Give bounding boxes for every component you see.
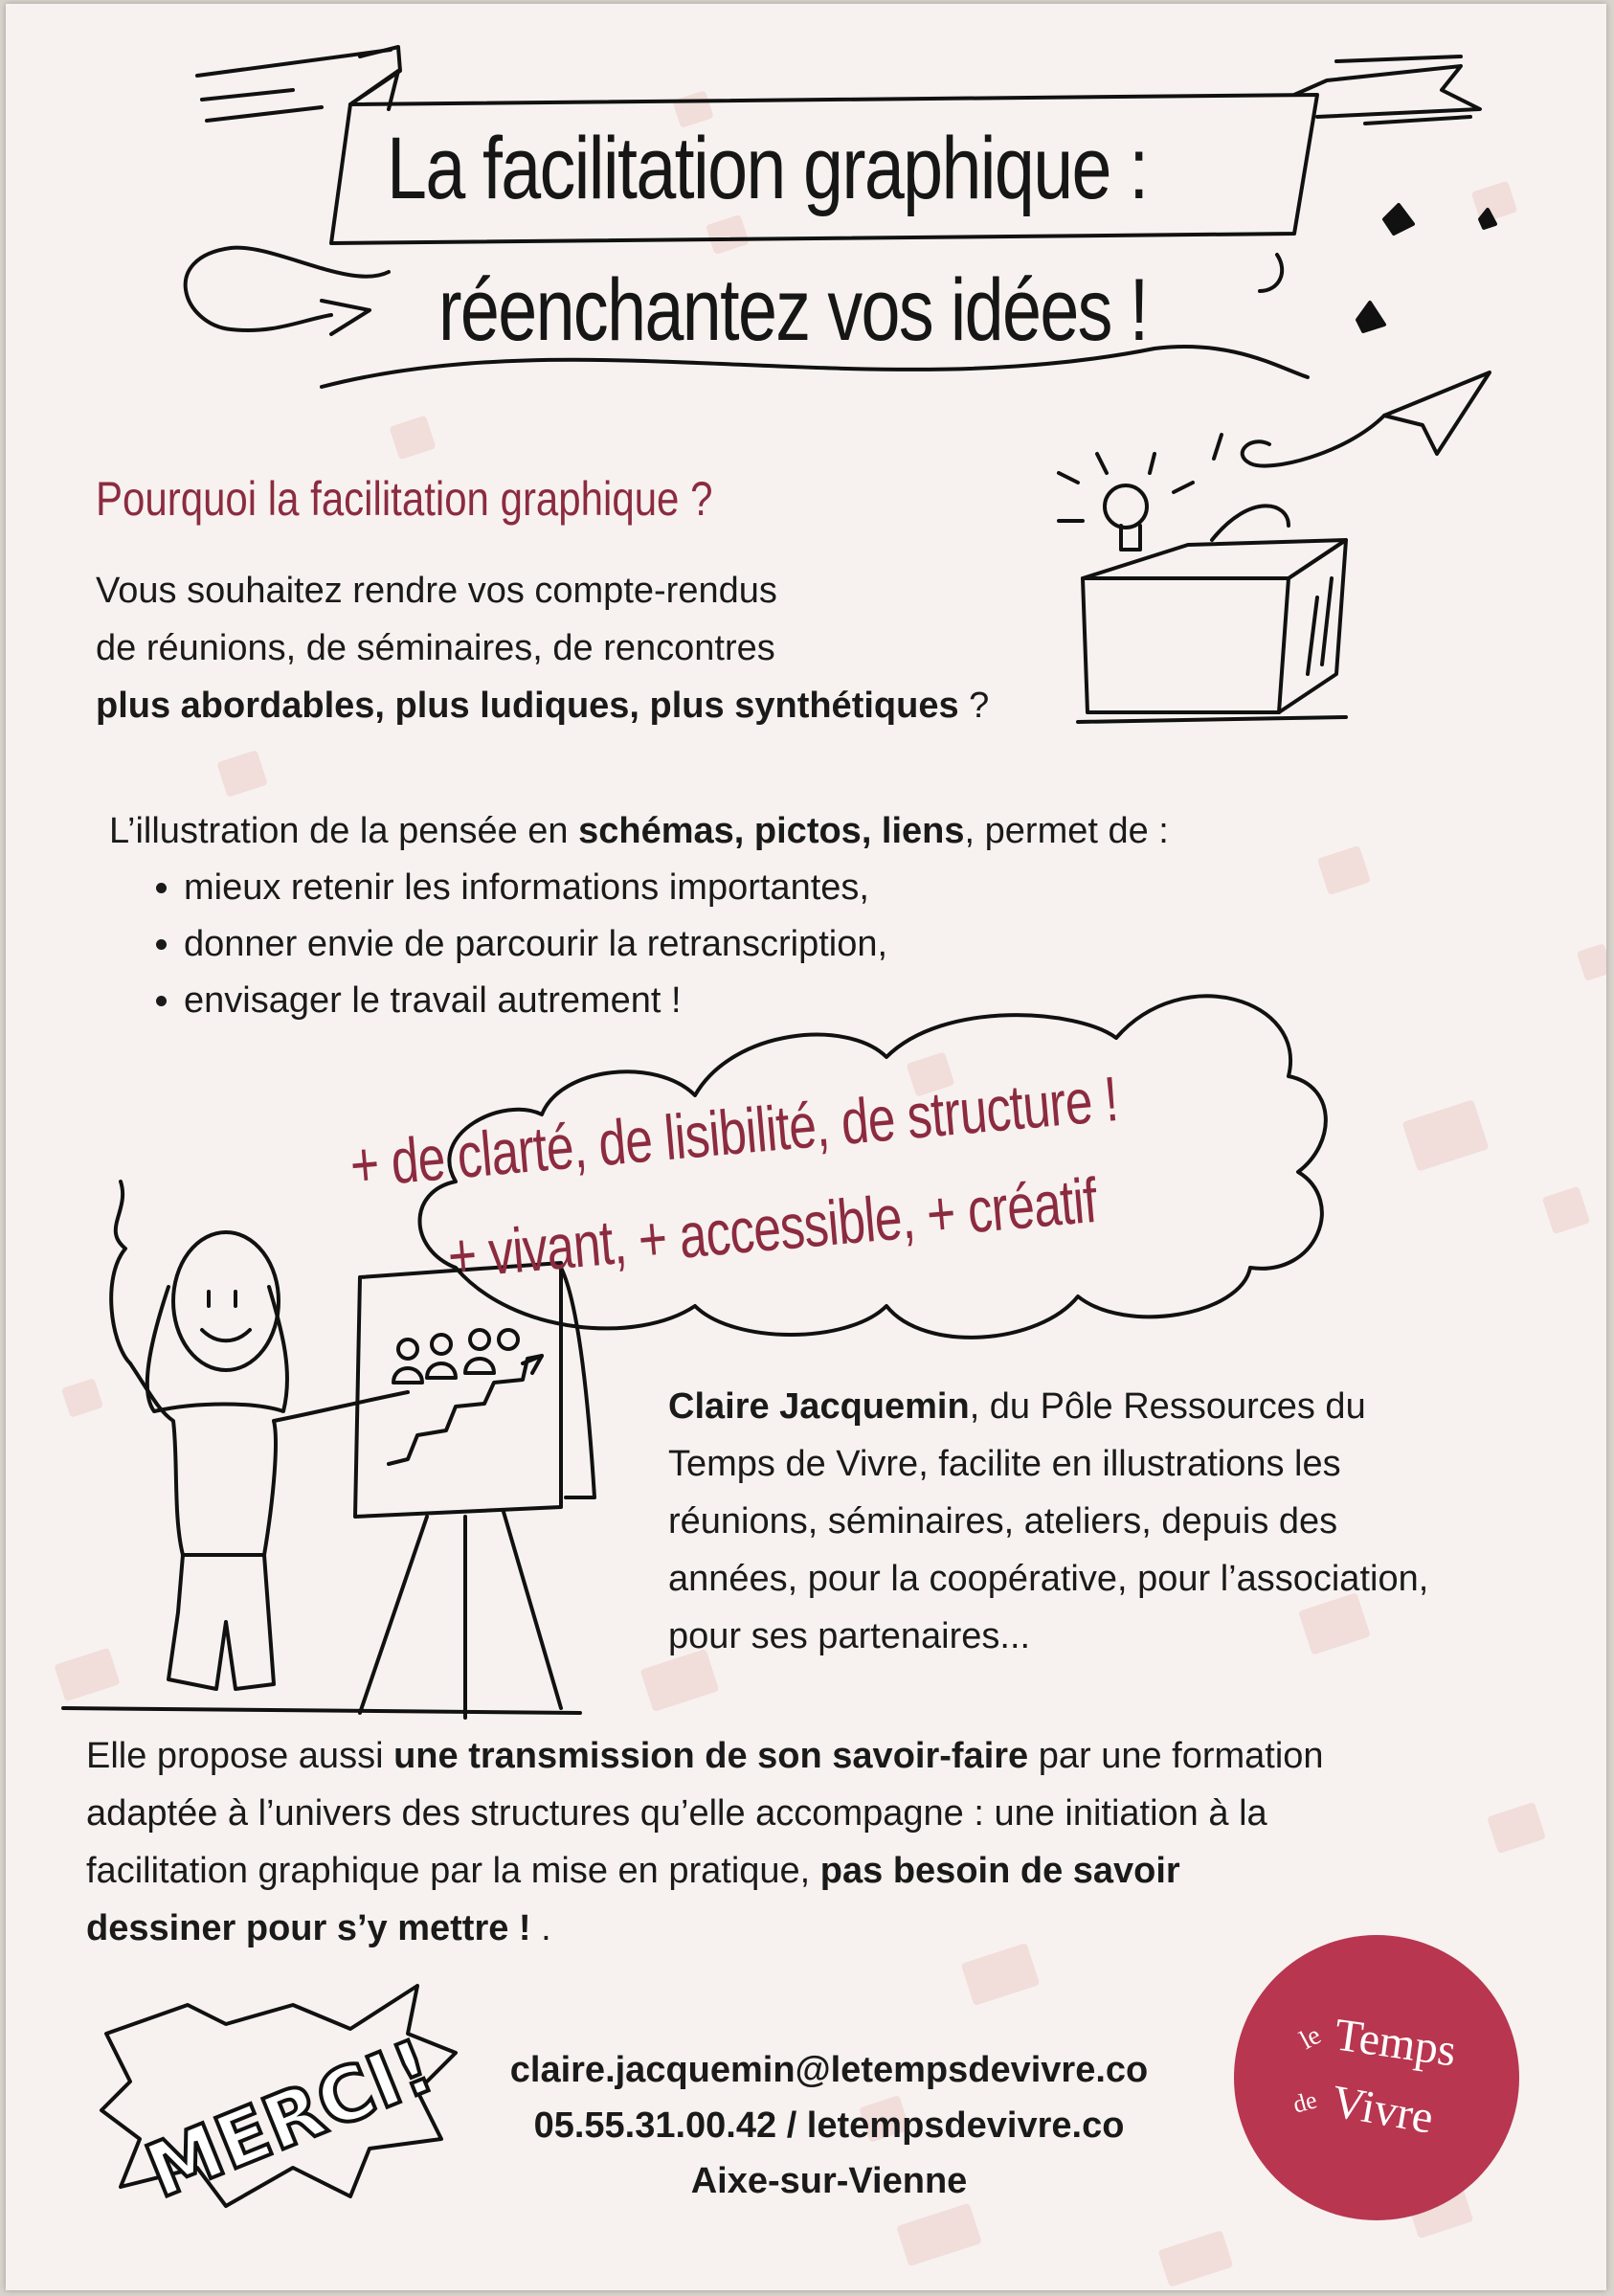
merci-text: MERCI!	[135, 2023, 445, 2216]
title-line-1: La facilitation graphique :	[387, 120, 1148, 217]
contact-city: Aixe-sur-Vienne	[690, 2161, 968, 2201]
title-line-2: réenchantez vos idées !	[438, 261, 1148, 359]
intro-text: Vous souhaitez rendre vos compte-rendus de réunions, de séminaires, de rencontres plus abordables, plus ludiques, plus synthétiques ?	[96, 571, 990, 726]
bio-text: Claire Jacquemin, du Pôle Ressources du Temps de Vivre, facilite en illustrations les réunions, séminaires, ateliers, depuis des années, pour la coopérative, pour l’association, pour ses partenaires...	[668, 1386, 1429, 1656]
le-temps-de-vivre-logo: le Temps de Vivre	[1234, 1935, 1519, 2220]
contact-email[interactable]: claire.jacquemin@letempsdevivre.co	[509, 2050, 1149, 2090]
training-text: Elle propose aussi une transmission de son savoir-faire par une formation adaptée à l’univers des structures qu’elle accompagne : une initiation à la facilitation graphique par la mise en pratique, pas besoin de savoir dessiner pour s’y mettre ! .	[86, 1736, 1324, 1948]
cloud-line-2: + vivant, + accessible, + créatif	[444, 1163, 1100, 1292]
flyer-page	[6, 4, 1606, 2290]
list-item: • donner envie de parcourir la retranscription,	[184, 916, 887, 973]
cloud-line-1: + de clarté, de lisibilité, de structure !	[347, 1063, 1121, 1201]
list-item: • envisager le travail autrement !	[184, 973, 887, 1029]
benefits-list	[140, 860, 887, 1029]
section-heading: Pourquoi la facilitation graphique ?	[96, 472, 713, 526]
contact-phone-site[interactable]: 05.55.31.00.42 / letempsdevivre.co	[533, 2105, 1125, 2146]
illustration-lead: L’illustration de la pensée en schémas, pictos, liens, permet de :	[109, 811, 1169, 851]
list-item: • mieux retenir les informations importantes,	[184, 860, 887, 916]
